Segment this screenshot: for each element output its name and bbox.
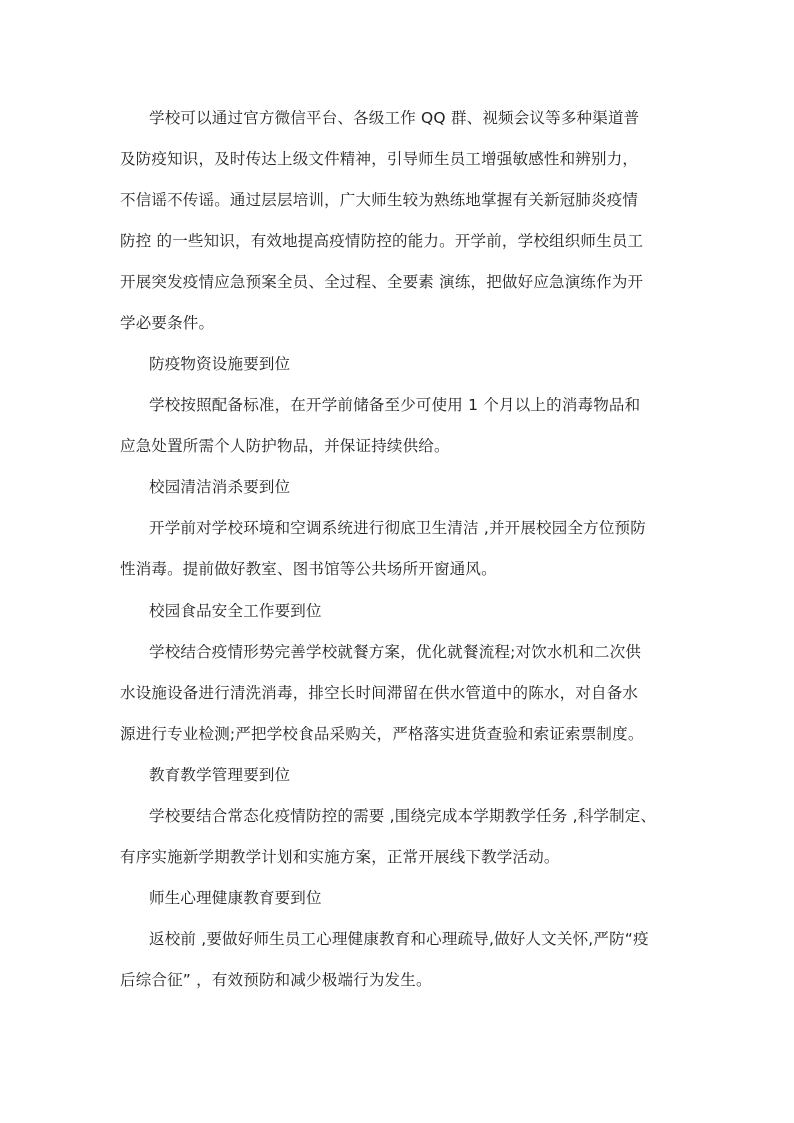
paragraph-line: 防控 的一些知识，有效地提高疫情防控的能力。开学前，学校组织师生员工 (120, 232, 644, 250)
section-heading: 防疫物资设施要到位 (149, 355, 291, 373)
paragraph-line: 返校前 ,要做好师生员工心理健康教育和心理疏导,做好人文关怀,严防“疫 (149, 930, 649, 948)
paragraph-line: 水设施设备进行清洗消毒，排空长时间滞留在供水管道中的陈水，对自备水 (120, 684, 639, 702)
paragraph-line: 后综合征” ，有效预防和减少极端行为发生。 (120, 971, 432, 989)
paragraph-line: 学校可以通过官方微信平台、各级工作 QQ 群、视频会议等多种渠道普 (149, 109, 640, 127)
section-heading: 校园食品安全工作要到位 (149, 602, 322, 620)
paragraph-line: 开展突发疫情应急预案全员、全过程、全要素 演练，把做好应急演练作为开 (120, 273, 644, 291)
paragraph-line: 开学前对学校环境和空调系统进行彻底卫生清洁 ,并开展校园全方位预防 (149, 519, 646, 537)
paragraph-line: 应急处置所需个人防护物品，并保证持续供给。 (120, 437, 450, 455)
paragraph-line: 源进行专业检测;严把学校食品采购关，严格落实进货查验和索证索票制度。 (120, 725, 644, 743)
section-heading: 教育教学管理要到位 (149, 766, 291, 784)
paragraph-line: 性消毒。提前做好教室、图书馆等公共场所开窗通风。 (120, 560, 497, 578)
paragraph-line: 有序实施新学期教学计划和实施方案，正常开展线下教学活动。 (120, 848, 560, 866)
section-heading: 校园清洁消杀要到位 (149, 478, 291, 496)
paragraph-line: 不信谣不传谣。通过层层培训，广大师生较为熟练地掌握有关新冠肺炎疫情 (120, 191, 639, 209)
paragraph-line: 学校结合疫情形势完善学校就餐方案，优化就餐流程;对饮水机和二次供 (149, 643, 642, 661)
paragraph-line: 学校按照配备标准，在开学前储备至少可使用 1 个月以上的消毒物品和 (149, 396, 641, 414)
paragraph-line: 学校要结合常态化疫情防控的需要 ,围绕完成本学期教学任务 ,科学制定、 (149, 807, 657, 825)
paragraph-line: 及防疫知识，及时传达上级文件精神，引导师生员工增强敏感性和辨别力， (120, 150, 639, 168)
paragraph-line: 学必要条件。 (120, 314, 215, 332)
section-heading: 师生心理健康教育要到位 (149, 889, 322, 907)
